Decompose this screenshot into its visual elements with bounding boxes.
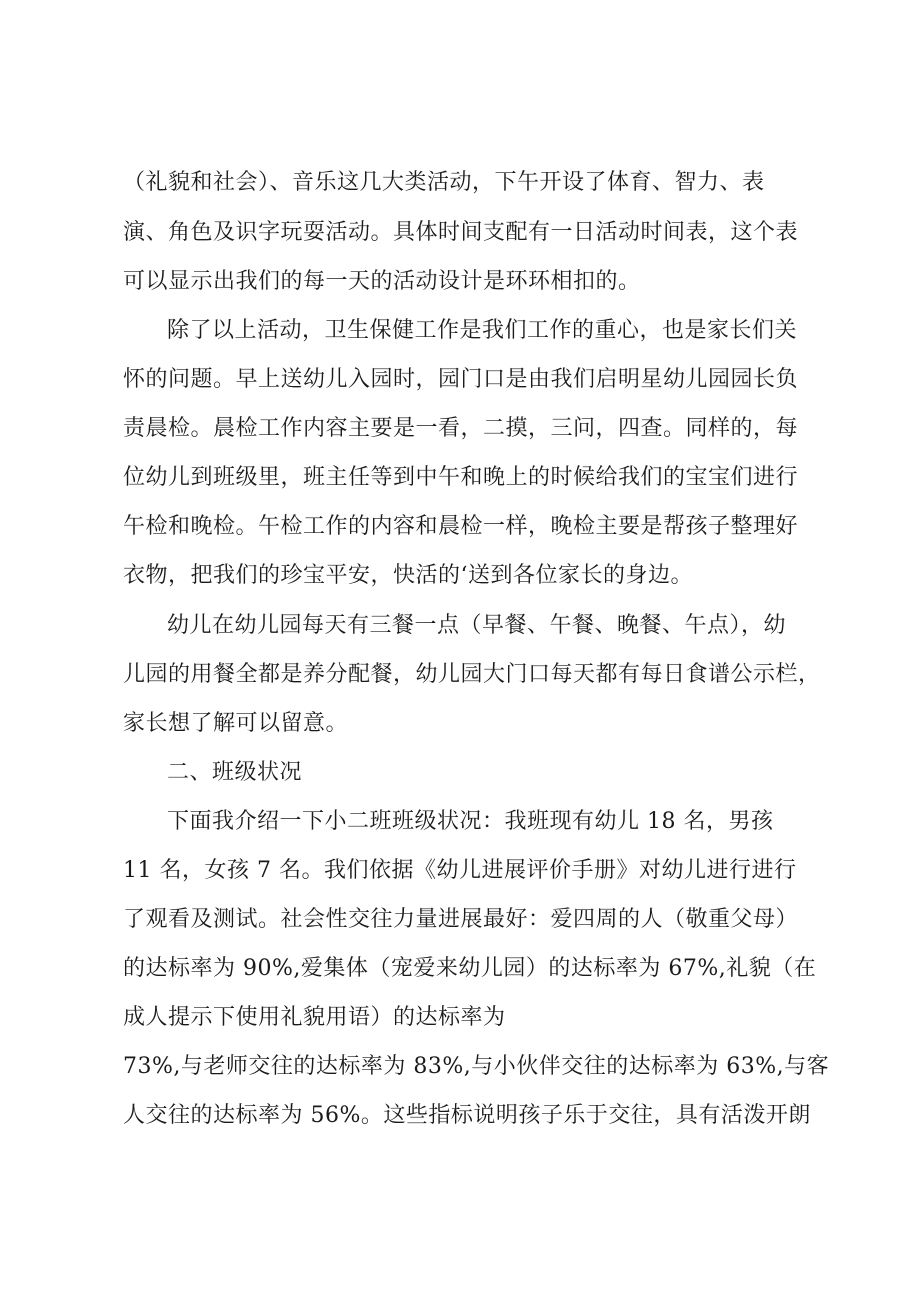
text-line: 11 名，女孩 7 名。我们依据《幼儿进展评价手册》对幼儿进行进行 (123, 858, 797, 883)
text-line: 衣物，把我们的珍宝平安，快活的‘送到各位家长的身边。 (123, 563, 693, 588)
text-line: 了观看及测试。社会性交往力量进展最好：爱四周的人（敬重父母） (123, 907, 799, 932)
paragraph-first-line: 下面我介绍一下小二班班级状况：我班现有幼儿 18 名，男孩 (167, 809, 774, 834)
text-line: 演、角色及识字玩耍活动。具体时间支配有一日活动时间表，这个表 (123, 220, 799, 245)
text-line: 怀的问题。早上送幼儿入园时，园门口是由我们启明星幼儿园园长负 (123, 367, 799, 392)
text-line: 可以显示出我们的每一天的活动设计是环环相扣的。 (123, 269, 641, 294)
text-line: 责晨检。晨检工作内容主要是一看，二摸，三问，四查。同样的，每 (123, 416, 799, 441)
text-line: 的达标率为 90%,爱集体（宠爱来幼儿园）的达标率为 67%,礼貌（在 (123, 956, 817, 981)
text-line: 午检和晚检。午检工作的内容和晨检一样，晚检主要是帮孩子整理好 (123, 514, 799, 539)
text-line: 73%,与老师交往的达标率为 83%,与小伙伴交往的达标率为 63%,与客 (123, 1054, 830, 1079)
section-heading: 二、班级状况 (167, 760, 303, 785)
text-line: 儿园的用餐全都是养分配餐，幼儿园大门口每天都有每日食谱公示栏， (123, 662, 821, 687)
text-line: （礼貌和社会）、音乐这几大类活动，下午开设了体育、智力、表 (123, 170, 765, 195)
text-line: 人交往的达标率为 56%。这些指标说明孩子乐于交往，具有活泼开朗 (123, 1103, 811, 1128)
text-line: 家长想了解可以留意。 (123, 711, 349, 736)
text-line: 位幼儿到班级里，班主任等到中午和晚上的时候给我们的宝宝们进行 (123, 465, 799, 490)
paragraph-first-line: 除了以上活动，卫生保健工作是我们工作的重心，也是家长们关 (167, 318, 798, 343)
paragraph-first-line: 幼儿在幼儿园每天有三餐一点（早餐、午餐、晚餐、午点），幼 (167, 613, 787, 638)
text-line: 成人提示下使用礼貌用语）的达标率为 (123, 1005, 506, 1030)
